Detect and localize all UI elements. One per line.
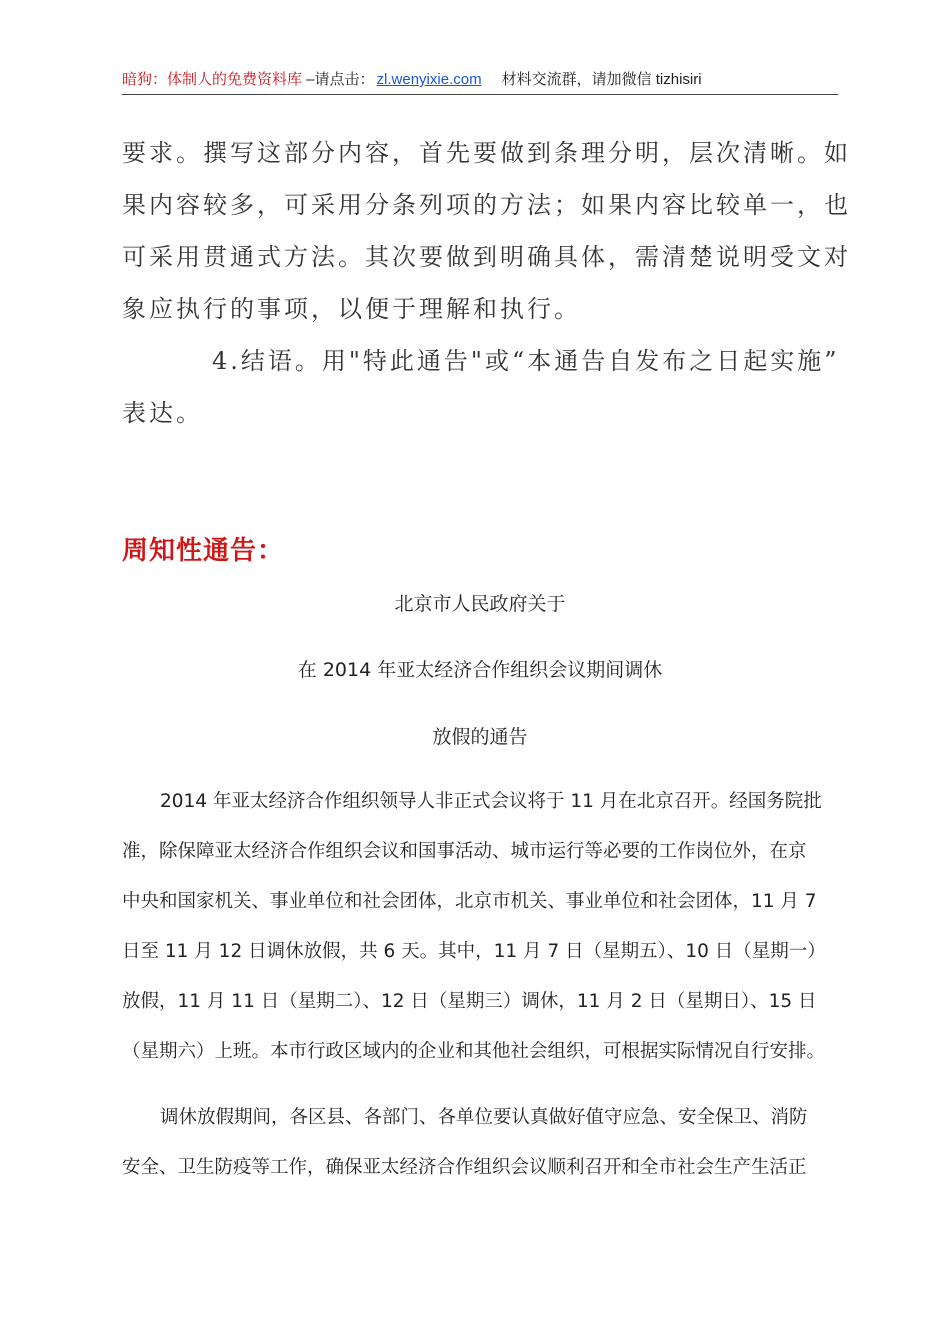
intro-line: 可采用贯通式方法。其次要做到明确具体，需清楚说明受文对: [122, 243, 851, 271]
paragraph-line: 中央和国家机关、事业单位和社会团体，北京市机关、事业单位和社会团体，11 月 7: [122, 891, 817, 912]
paragraph-line: （星期六）上班。本市行政区域内的企业和其他社会组织，可根据实际情况自行安排。: [122, 1041, 826, 1062]
paragraph-line: 准，除保障亚太经济合作组织会议和国事活动、城市运行等必要的工作岗位外，在京: [122, 841, 807, 862]
paragraph-line: 安全、卫生防疫等工作，确保亚太经济合作组织会议顺利召开和全市社会生产生活正: [122, 1157, 807, 1178]
paragraph-line: 调休放假期间，各区县、各部门、各单位要认真做好值守应急、安全保卫、消防: [160, 1107, 808, 1128]
paragraph-line: 放假，11 月 11 日（星期二）、12 日（星期三）调休，11 月 2 日（星期日）、15 日: [122, 991, 817, 1012]
intro-line-conclusion: 4.结语。用"特此通告"或“本通告自发布之日起实施”: [212, 347, 840, 375]
intro-line: 表达。: [122, 399, 203, 427]
doc-title-line1: 北京市人民政府关于: [394, 593, 566, 615]
doc-title-line2: 在 2014 年亚太经济合作组织会议期间调休: [297, 659, 663, 681]
intro-text: [122, 127, 851, 439]
intro-line: 象应执行的事项，以便于理解和执行。: [122, 295, 581, 323]
header-link[interactable]: zl.wenyixie.com: [376, 71, 482, 88]
doc-title-line3: 放假的通告: [432, 726, 528, 748]
paragraph-line: 日至 11 月 12 日调休放假，共 6 天。其中，11 月 7 日（星期五）、10 日（星期一）: [122, 941, 826, 962]
page-header: [122, 70, 838, 95]
intro-line: 果内容较多，可采用分条列项的方法；如果内容比较单一，也: [122, 191, 851, 219]
paragraph-1: [122, 777, 842, 1077]
paragraph-2: [122, 1093, 842, 1193]
paragraph-line: 2014 年亚太经济合作组织领导人非正式会议将于 11 月在北京召开。经国务院批: [160, 791, 822, 812]
section-title: 周知性通告：: [122, 536, 285, 566]
intro-line: 要求。撰写这部分内容，首先要做到条理分明，层次清晰。如: [122, 139, 851, 167]
header-wechat-note: 材料交流群，请加微信 tizhisiri: [501, 71, 702, 88]
header-separator: –请点击：: [302, 71, 375, 88]
header-brand: 暗狗：体制人的免费资料库: [122, 71, 303, 88]
